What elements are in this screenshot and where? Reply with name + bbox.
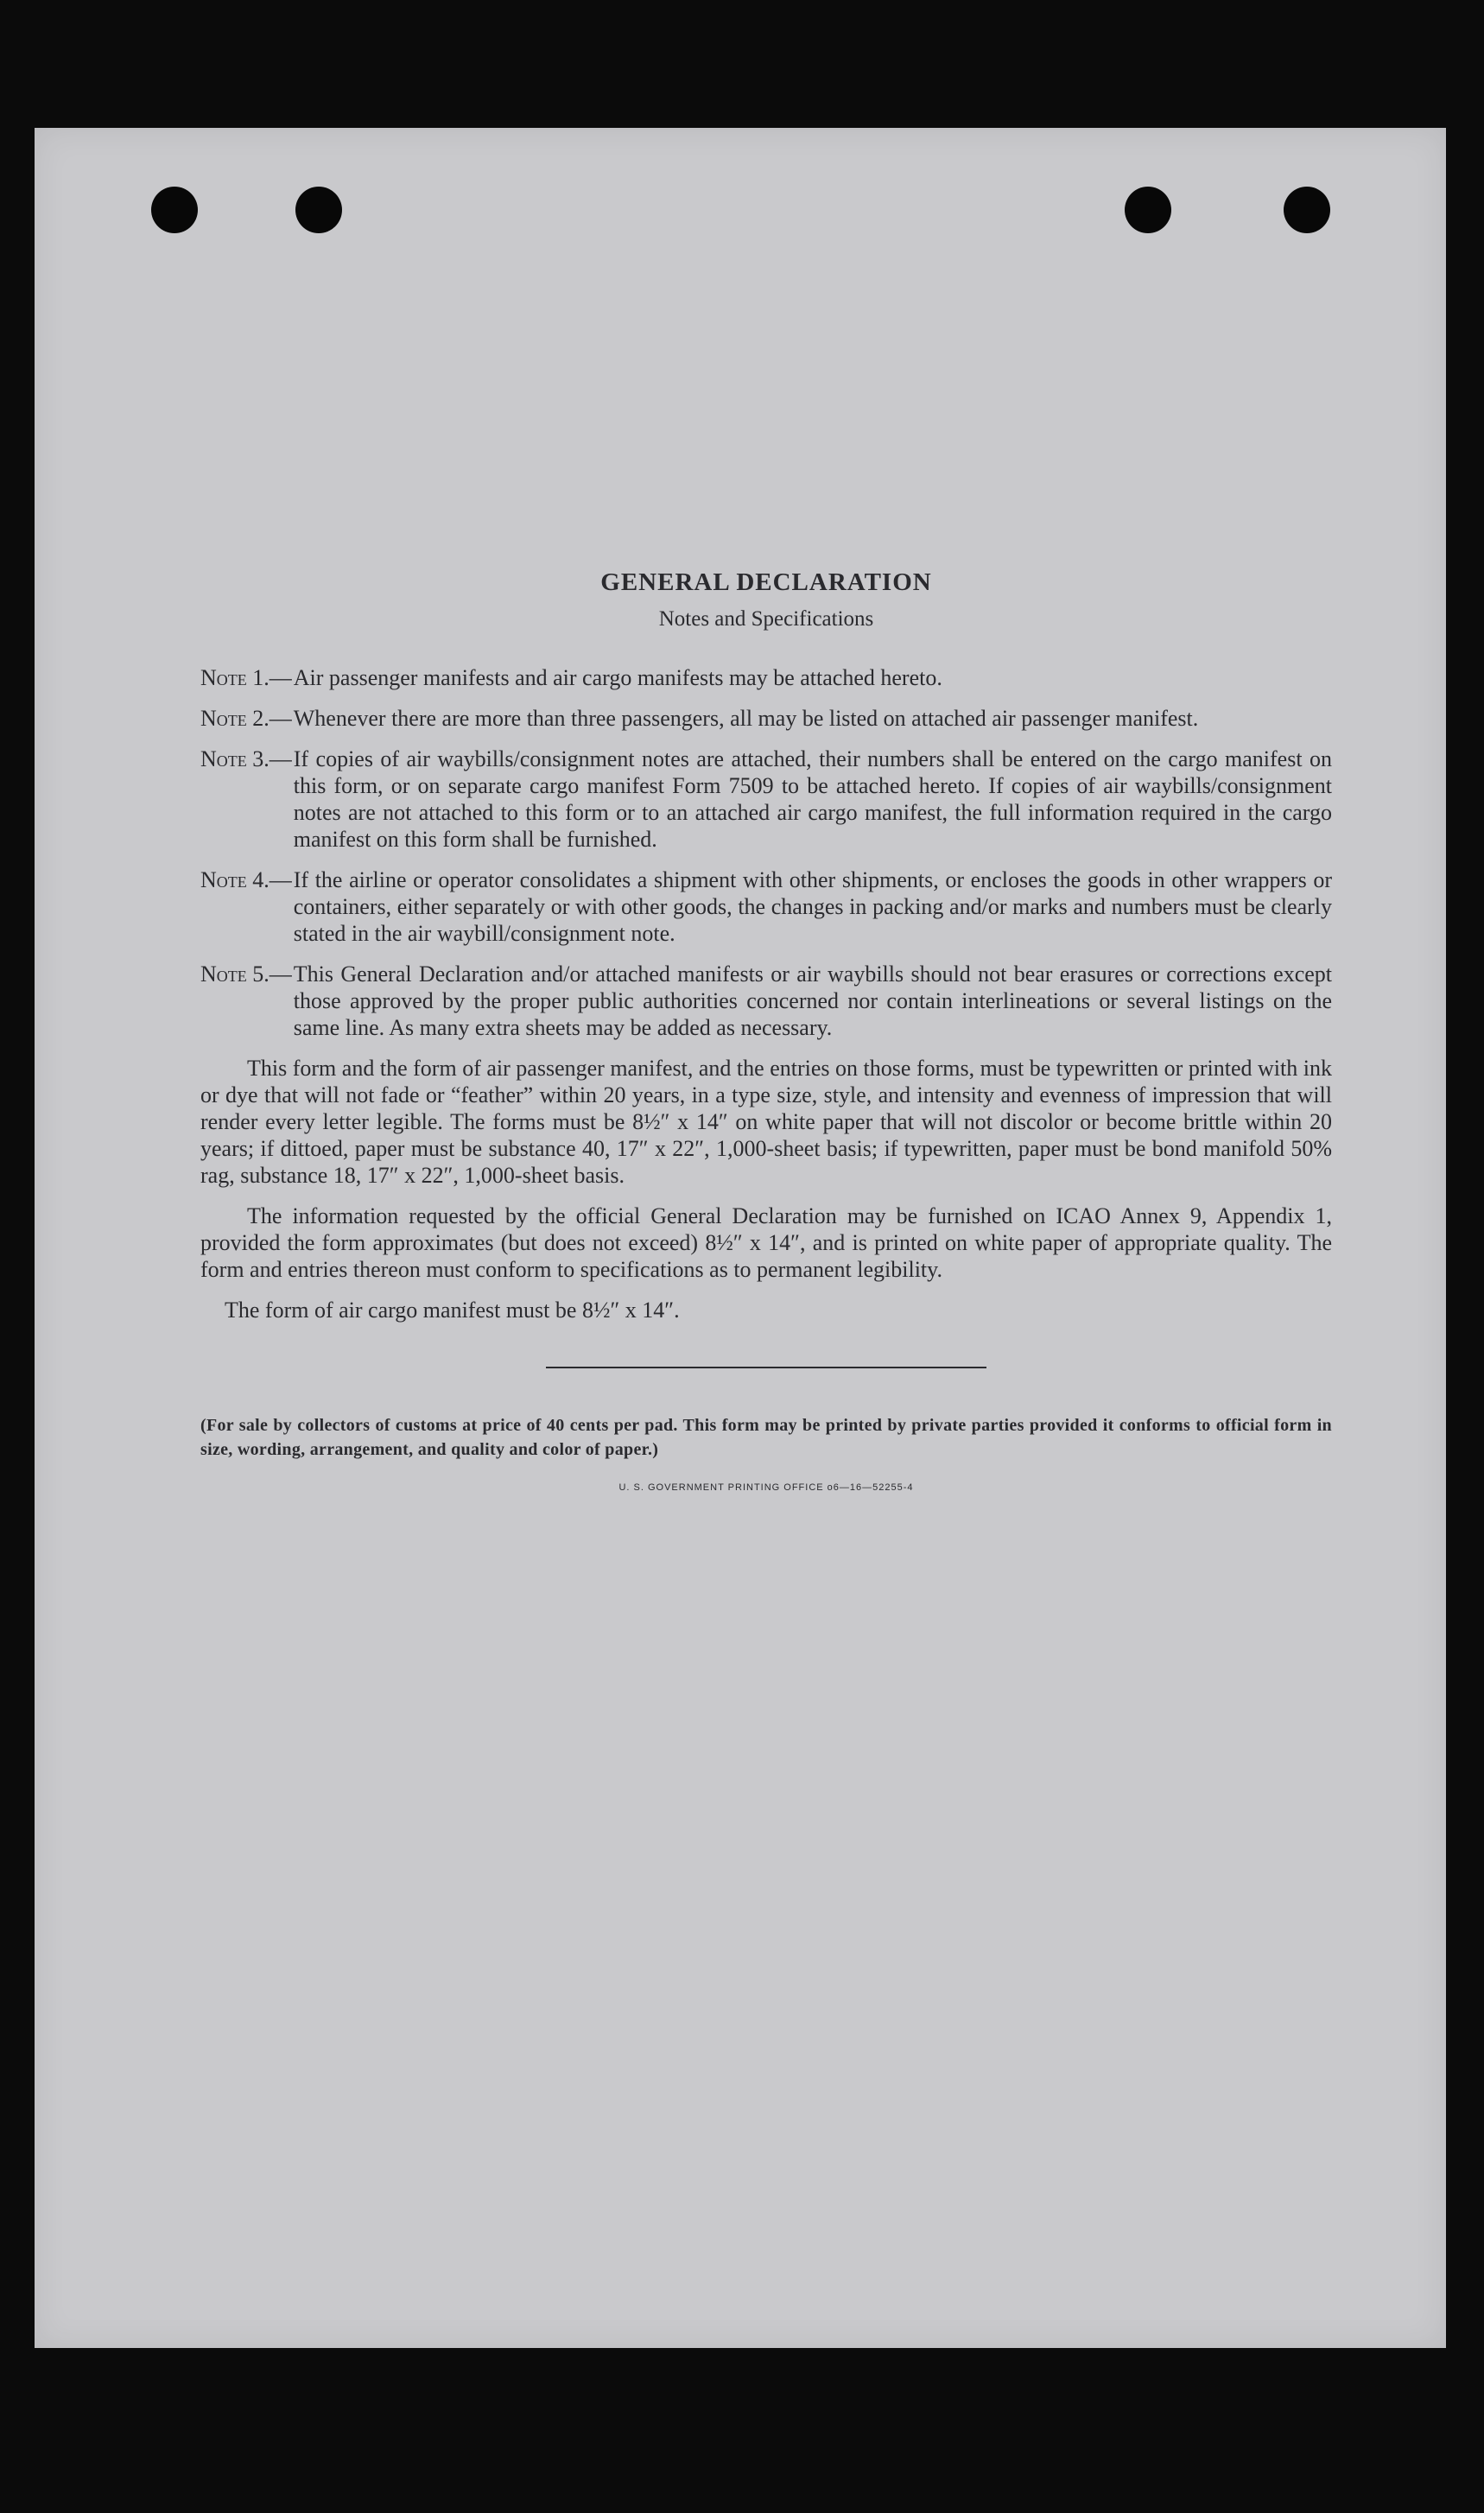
punch-hole-left-2 (295, 187, 342, 233)
note-label: Note 5.— (200, 961, 292, 987)
note-text: If copies of air waybills/consignment notes are attached, their numbers shall be entered on the cargo manifest on this form, or on separate cargo manifest Form 7509 to be attached hereto. If copies of air waybills/consignment notes are not attached to this form or to an attached air cargo manifest, the full information required in the cargo manifest on this form shall be furnished. (293, 746, 1332, 852)
punch-hole-right-2 (1284, 187, 1330, 233)
divider-rule (546, 1367, 986, 1368)
note-3 (200, 746, 1332, 853)
note-4 (200, 866, 1332, 947)
note-label: Note 1.— (200, 665, 292, 690)
note-1 (200, 664, 1332, 691)
page-subtitle: Notes and Specifications (658, 607, 874, 631)
note-text: Air passenger manifests and air cargo manifests may be attached hereto. (293, 665, 942, 690)
printer-line: U. S. GOVERNMENT PRINTING OFFICE o6—16—52255-4 (618, 1482, 914, 1493)
note-label: Note 2.— (200, 706, 292, 731)
document-content (200, 568, 1332, 1493)
paragraph-form-specs: This form and the form of air passenger manifest, and the entries on those forms, must be typewritten or printed with ink or dye that will not fade or “feather” within 20 years, in a type size, style, and intensity and evenness of impression that will render every letter legible. The forms must be 8½″ x 14″ on white paper that will not discolor or become brittle within 20 years; if dittoed, paper must be substance 40, 17″ x 22″, 1,000-sheet basis; if typewritten, paper must be bond manifold 50% rag, substance 18, 17″ x 22″, 1,000-sheet basis. (200, 1056, 1332, 1188)
page-title: GENERAL DECLARATION (600, 568, 932, 596)
punch-hole-left-1 (151, 187, 198, 233)
paragraph-icao: The information requested by the official General Declaration may be furnished on ICAO Annex 9, Appendix 1, provided the form approximates (but does not exceed) 8½″ x 14″, and is printed on white paper of appropriate quality. The form and entries thereon must conform to specifications as to permanent legibility. (200, 1203, 1332, 1282)
punch-hole-right-1 (1125, 187, 1171, 233)
note-text: Whenever there are more than three passengers, all may be listed on attached air passenger manifest. (293, 706, 1199, 731)
note-2 (200, 705, 1332, 732)
note-5 (200, 961, 1332, 1041)
note-label: Note 3.— (200, 746, 292, 771)
paragraph-cargo-manifest-size: The form of air cargo manifest must be 8½″ x 14″. (225, 1298, 680, 1323)
note-text: If the airline or operator consolidates a shipment with other shipments, or encloses the goods in other wrappers or containers, either separately or with other goods, the changes in packing and/or marks and numbers must be clearly stated in the air waybill/consignment note. (293, 867, 1332, 946)
note-text: This General Declaration and/or attached manifests or air waybills should not bear erasures or corrections except those approved by the proper public authorities concerned nor contain interlineations or several listings on the same line. As many extra sheets may be added as necessary. (293, 961, 1332, 1040)
note-label: Note 4.— (200, 867, 292, 892)
sale-notice: (For sale by collectors of customs at price of 40 cents per pad. This form may be printed by private parties provided it conforms to official form in size, wording, arrangement, and quality and color of paper.) (200, 1416, 1332, 1459)
document-page (35, 128, 1446, 2348)
